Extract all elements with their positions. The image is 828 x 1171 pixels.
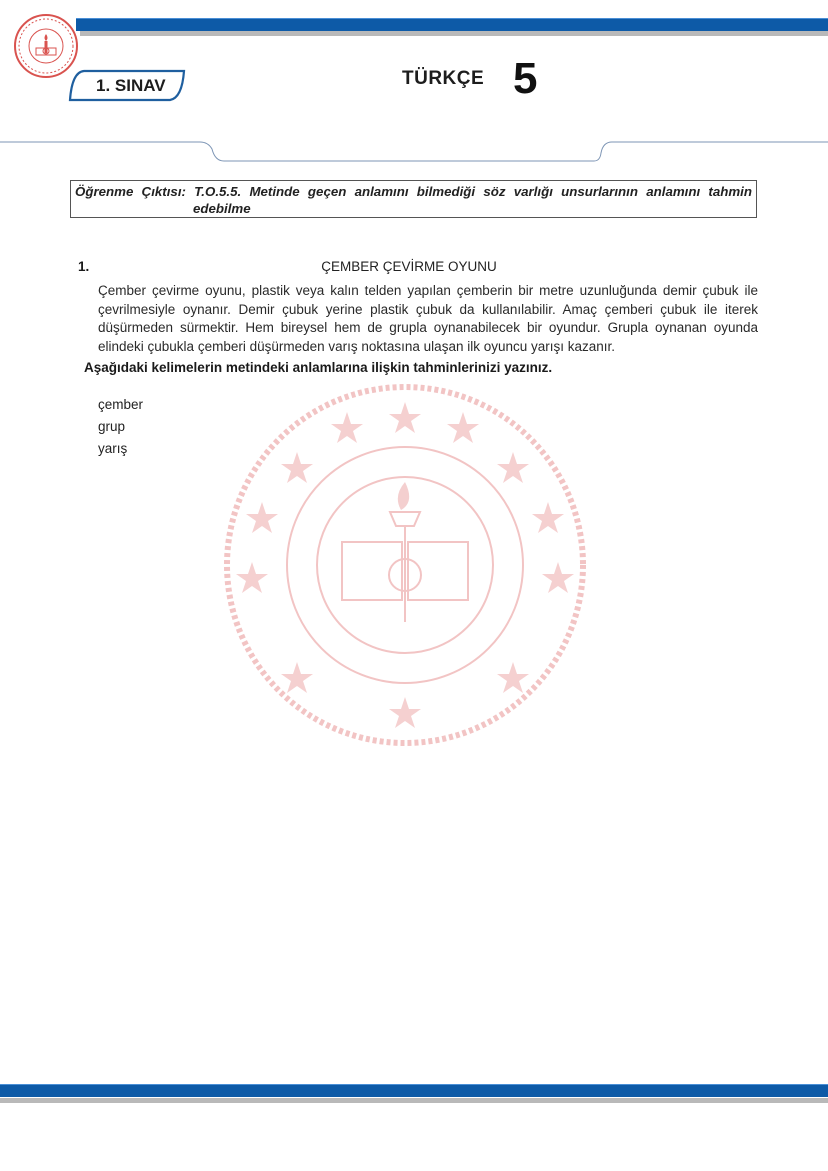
subject-title: TÜRKÇE <box>402 68 485 89</box>
learning-outcome-line2: edebilme <box>193 201 251 216</box>
learning-outcome-line1: Öğrenme Çıktısı: T.O.5.5. Metinde geçen anlamını bilmediği söz varlığı unsurlarının anlamını tahmin <box>75 184 752 199</box>
word-item: yarış <box>98 441 128 456</box>
word-item: çember <box>98 397 144 412</box>
learning-outcome-box <box>70 180 757 218</box>
footer-gray-stripe <box>0 1098 828 1103</box>
header-gray-stripe <box>80 31 828 36</box>
question-instruction: Aşağıdaki kelimelerin metindeki anlamlarına ilişkin tahminlerinizi yazınız. <box>84 360 553 375</box>
header-divider <box>0 135 828 165</box>
footer-blue-stripe <box>0 1084 828 1097</box>
word-list <box>98 394 143 460</box>
question-number: 1. <box>78 259 90 274</box>
word-item: grup <box>98 419 126 434</box>
reading-passage: Çember çevirme oyunu, plastik veya kalın telden yapılan çemberin bir metre uzunluğunda demir çubuk ile çevrilmesiyle oynanır. Demir çubuk yerine plastik çubuk da kullanılabilir. Amaç çemberi çubuk ile iterek düşürmeden sürmektir. Hem bireysel hem de grupla oynanabilecek bir oyundur. Grupla oynanan oyunda elindeki çubukla çemberi düşürmeden varış noktasına ulaşan ilk oyuncu yarışı kazanır. <box>98 283 758 354</box>
meb-watermark-icon <box>222 382 588 748</box>
question-title: ÇEMBER ÇEVİRME OYUNU <box>321 259 497 274</box>
header-blue-stripe <box>76 18 828 31</box>
grade-number: 5 <box>513 54 538 103</box>
exam-label: 1. SINAV <box>96 76 166 95</box>
